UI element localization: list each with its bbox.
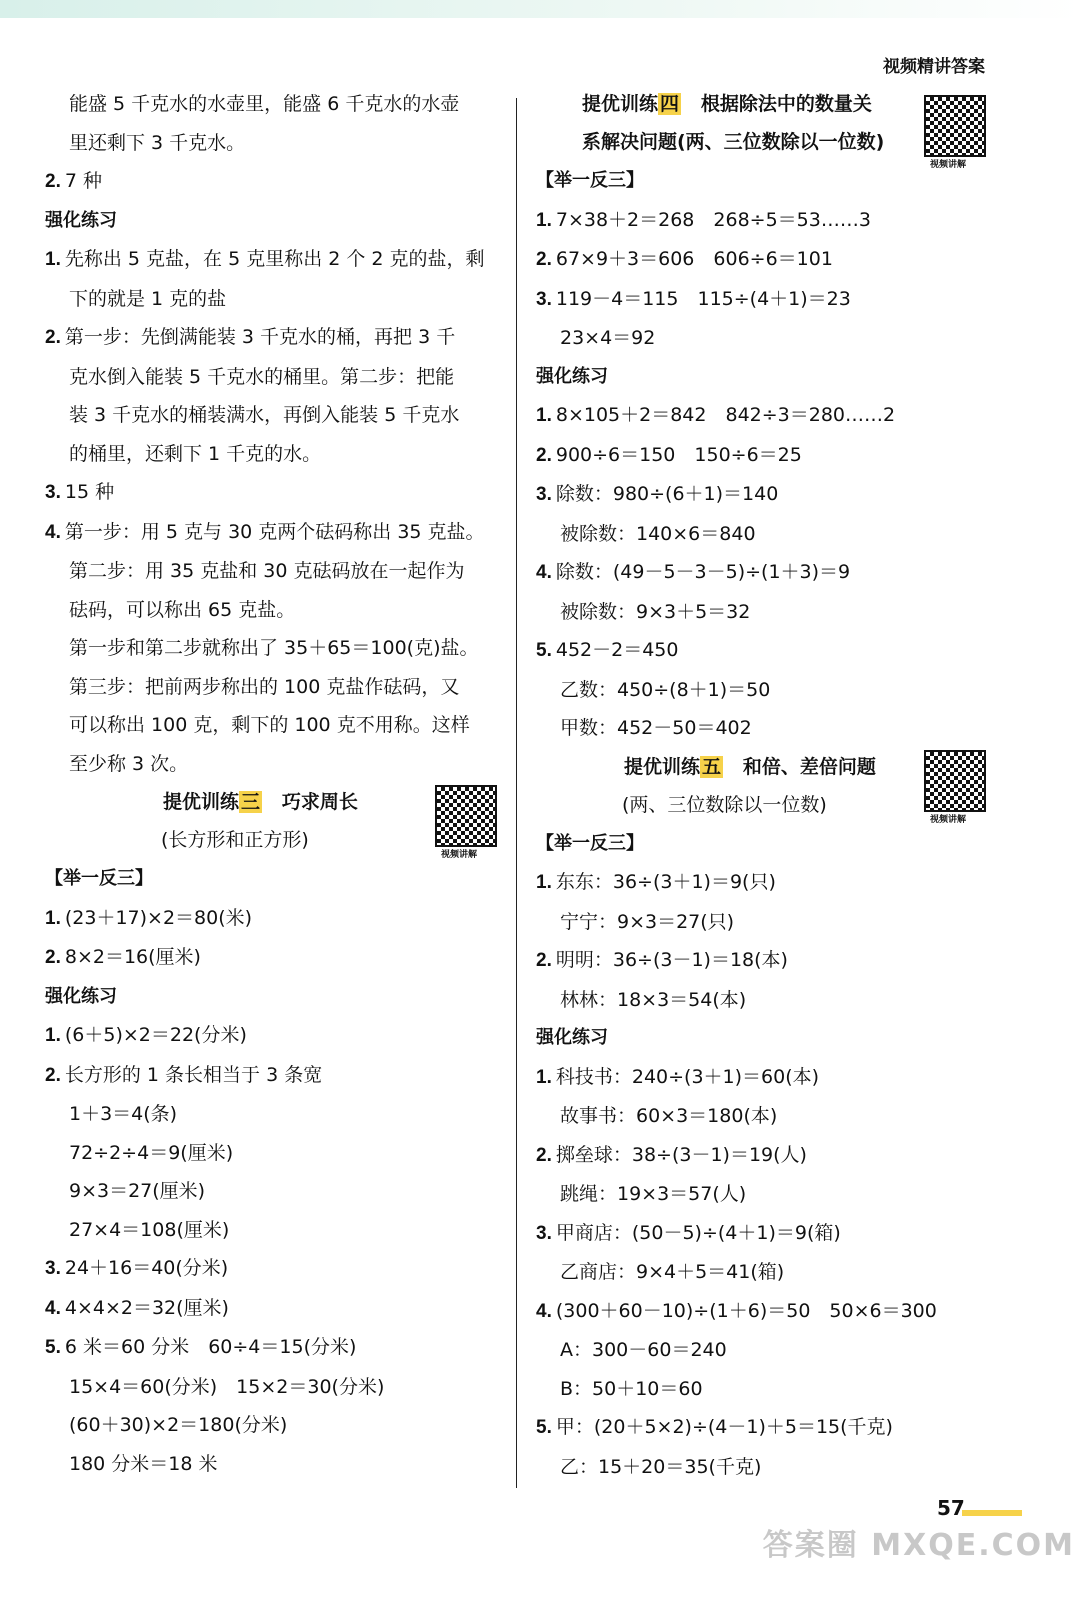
qr-caption: 视频讲解 [441, 850, 478, 860]
qr-caption: 视频讲解 [930, 160, 967, 170]
answer-text: 明明：36÷(3－1)＝18(本) [555, 949, 788, 971]
answer-line [536, 941, 1006, 981]
answer-text: 科技书：240÷(3＋1)＝60(本) [555, 1065, 820, 1088]
answer-line [45, 1056, 505, 1096]
answer-line: 里还剩下 3 千克水。 [69, 131, 246, 154]
item-number: 3. [536, 484, 552, 505]
item-number: 3. [536, 1222, 552, 1244]
item-number: 3. [45, 1258, 61, 1279]
section-badge: 四 [660, 93, 680, 115]
section-subtitle: (长方形和正方形) [161, 829, 309, 851]
answer-text: 第一步：用 5 克与 30 克两个砝码称出 35 克盐。 [64, 520, 485, 543]
block-heading: 强化练习 [536, 365, 608, 387]
item-number: 2. [45, 327, 61, 348]
item-number: 5. [536, 1417, 552, 1438]
answer-line: 9×3＝27(厘米) [69, 1180, 206, 1202]
page-number: 57 [937, 1496, 965, 1520]
answer-text: 甲商店：(50－5)÷(4＋1)＝9(箱) [555, 1221, 841, 1244]
answer-line: 第一步和第二步就称出了 35＋65＝100(克)盐。 [69, 637, 479, 659]
answer-text: (300＋60－10)÷(1＋6)＝50 50×6＝300 [555, 1299, 937, 1322]
item-number: 1. [536, 872, 552, 893]
section-title [163, 783, 358, 822]
item-number: 1. [45, 1025, 61, 1046]
section-heading-4 [536, 85, 1006, 170]
item-number: 2. [45, 947, 61, 968]
section-prefix: 提优训练 [163, 791, 240, 813]
answer-line: 27×4＝108(厘米) [69, 1218, 230, 1241]
answer-line [45, 318, 505, 358]
answer-text: 8×105＋2＝842 842÷3＝280……2 [555, 404, 896, 426]
item-number: 2. [536, 444, 552, 466]
answer-line [536, 201, 1006, 241]
section-prefix: 提优训练 [582, 93, 659, 115]
answer-line [536, 1292, 1006, 1332]
item-number: 5. [45, 1337, 61, 1358]
header-label: 视频精讲答案 [883, 57, 985, 77]
answer-line: 乙商店：9×4＋5＝41(箱) [560, 1261, 785, 1283]
section-subtitle: (两、三位数除以一位数) [622, 793, 827, 816]
answer-line [536, 1136, 1006, 1176]
right-column [536, 85, 1006, 1486]
answer-line [536, 436, 1006, 476]
answer-line [45, 1328, 505, 1368]
item-number: 4. [536, 1300, 552, 1322]
page-number-bar [962, 1510, 1022, 1516]
section-subtitle: 系解决问题(两、三位数除以一位数) [582, 131, 885, 153]
answer-line: 故事书：60×3＝180(本) [560, 1105, 778, 1127]
section-prefix: 提优训练 [624, 755, 701, 778]
answer-line: 72÷2÷4＝9(厘米) [69, 1141, 234, 1164]
answer-line [536, 553, 1006, 593]
block-heading: 【举一反三】 [45, 868, 153, 889]
item-number: 3. [536, 288, 552, 310]
answer-text: 甲：(20＋5×2)÷(4－1)＋5＝15(千克) [555, 1416, 893, 1438]
section-title-text: 巧求周长 [281, 791, 358, 813]
answer-line: B：50＋10＝60 [560, 1377, 703, 1400]
answer-line: 林林：18×3＝54(本) [560, 988, 747, 1011]
item-number: 1. [536, 405, 552, 426]
answer-line: 的桶里，还剩下 1 千克的水。 [69, 442, 322, 465]
answer-text: 4×4×2＝32(厘米) [64, 1296, 229, 1319]
block-heading: 强化练习 [45, 985, 117, 1007]
answer-text: 第一步：先倒满能装 3 千克水的桶，再把 3 千 [64, 326, 456, 348]
column-divider [516, 98, 517, 1488]
answer-line: 至少称 3 次。 [69, 752, 189, 775]
answer-line [45, 513, 505, 553]
answer-text: 先称出 5 克盐，在 5 克里称出 2 个 2 克的盐，剩 [64, 248, 485, 270]
answer-line [536, 396, 1006, 436]
answer-line: 被除数：140×6＝840 [560, 522, 756, 545]
item-number: 3. [45, 482, 61, 503]
section-title [624, 748, 876, 787]
answer-text: 900÷6＝150 150÷6＝25 [555, 443, 802, 466]
answer-text: 除数：980÷(6＋1)＝140 [555, 483, 779, 505]
answer-line: 甲数：452－50＝402 [560, 717, 752, 739]
answer-text: 452－2＝450 [555, 639, 679, 661]
item-number: 1. [536, 1066, 552, 1088]
section-badge: 三 [241, 791, 261, 813]
block-heading: 强化练习 [45, 209, 117, 231]
answer-text: 6 米＝60 分米 60÷4＝15(分米) [64, 1336, 357, 1358]
item-number: 1. [536, 209, 552, 231]
answer-line [536, 280, 1006, 320]
qr-code-icon [924, 750, 986, 812]
answer-line [536, 475, 1006, 515]
answer-text: (23＋17)×2＝80(米) [64, 906, 253, 929]
answer-line [536, 1214, 1006, 1254]
block-heading: 【举一反三】 [536, 170, 644, 191]
answer-line: 乙：15＋20＝35(千克) [560, 1455, 762, 1478]
answer-line [45, 1016, 505, 1056]
answer-text: 掷垒球：38÷(3－1)＝19(人) [555, 1143, 807, 1166]
item-number: 4. [45, 1297, 61, 1319]
section-title-text: 根据除法中的数量关 [700, 93, 872, 115]
left-column [45, 85, 505, 1483]
answer-text: 7×38＋2＝268 268÷5＝53……3 [555, 208, 871, 231]
item-number: 5. [536, 640, 552, 661]
item-number: 4. [536, 562, 552, 583]
answer-line: 1＋3＝4(条) [69, 1103, 178, 1125]
qr-code-icon [924, 95, 986, 157]
answer-line: 第二步：用 35 克盐和 30 克砝码放在一起作为 [69, 560, 465, 582]
answer-line: 装 3 千克水的桶装满水，再倒入能装 5 千克水 [69, 404, 460, 426]
watermark: 答案圈 MXQE.COM [762, 1528, 1075, 1563]
section-title-text: 和倍、差倍问题 [742, 755, 876, 778]
answer-line [536, 863, 1006, 903]
answer-line [45, 240, 505, 280]
qr-code-icon [435, 785, 497, 847]
answer-line: 乙数：450÷(8＋1)＝50 [560, 678, 771, 701]
answer-line: 被除数：9×3＋5＝32 [560, 600, 751, 623]
answer-line: 第三步：把前两步称出的 100 克盐作砝码，又 [69, 675, 460, 698]
answer-line: 能盛 5 千克水的水壶里，能盛 6 千克水的水壶 [69, 93, 460, 115]
answer-line [45, 1249, 505, 1289]
answer-line: 23×4＝92 [560, 327, 656, 349]
answer-line [45, 162, 505, 202]
answer-line: 跳绳：19×3＝57(人) [560, 1183, 747, 1205]
qr-caption: 视频讲解 [930, 814, 967, 825]
answer-line: 下的就是 1 克的盐 [69, 287, 227, 310]
answer-text: 67×9＋3＝606 606÷6＝101 [555, 248, 833, 270]
section-title [582, 85, 872, 124]
answer-line [45, 1289, 505, 1329]
answer-line: 克水倒入能装 5 千克水的桶里。第二步：把能 [69, 365, 455, 388]
answer-text: 7 种 [64, 170, 102, 192]
answer-line: 15×4＝60(分米) 15×2＝30(分米) [69, 1375, 385, 1398]
top-color-band [0, 0, 1081, 18]
answer-text: 东东：36÷(3＋1)＝9(只) [555, 871, 776, 893]
item-number: 2. [45, 1064, 61, 1086]
answer-text: 24＋16＝40(分米) [64, 1257, 229, 1279]
answer-line [536, 240, 1006, 280]
answer-text: 长方形的 1 条长相当于 3 条宽 [64, 1063, 323, 1086]
answer-line: (60＋30)×2＝180(分米) [69, 1414, 288, 1436]
answer-line: 180 分米＝18 米 [69, 1452, 218, 1475]
answer-line [536, 631, 1006, 671]
answer-line: 砝码，可以称出 65 克盐。 [69, 598, 296, 621]
answer-line [536, 1408, 1006, 1448]
item-number: 2. [45, 171, 61, 192]
item-number: 2. [536, 950, 552, 971]
item-number: 1. [45, 907, 61, 929]
answer-text: 8×2＝16(厘米) [64, 946, 201, 968]
answer-line [536, 1058, 1006, 1098]
answer-line: 可以称出 100 克，剩下的 100 克不用称。这样 [69, 714, 470, 736]
section-heading-5 [536, 748, 1006, 825]
section-badge: 五 [702, 755, 722, 778]
item-number: 4. [45, 521, 61, 543]
block-heading: 强化练习 [536, 1027, 608, 1048]
answer-text: 除数：(49－5－3－5)÷(1＋3)＝9 [555, 561, 851, 583]
section-heading-3 [45, 783, 505, 860]
answer-text: (6＋5)×2＝22(分米) [64, 1024, 247, 1046]
answer-text: 119－4＝115 115÷(4＋1)＝23 [555, 287, 851, 310]
answer-line: A：300－60＝240 [560, 1339, 727, 1361]
answer-line [45, 938, 505, 978]
item-number: 2. [536, 249, 552, 270]
item-number: 1. [45, 249, 61, 270]
answer-text: 15 种 [64, 481, 115, 503]
answer-line: 宁宁：9×3＝27(只) [560, 910, 735, 933]
item-number: 2. [536, 1144, 552, 1166]
answer-line [45, 473, 505, 513]
block-heading: 【举一反三】 [536, 832, 644, 854]
answer-line [45, 899, 505, 939]
